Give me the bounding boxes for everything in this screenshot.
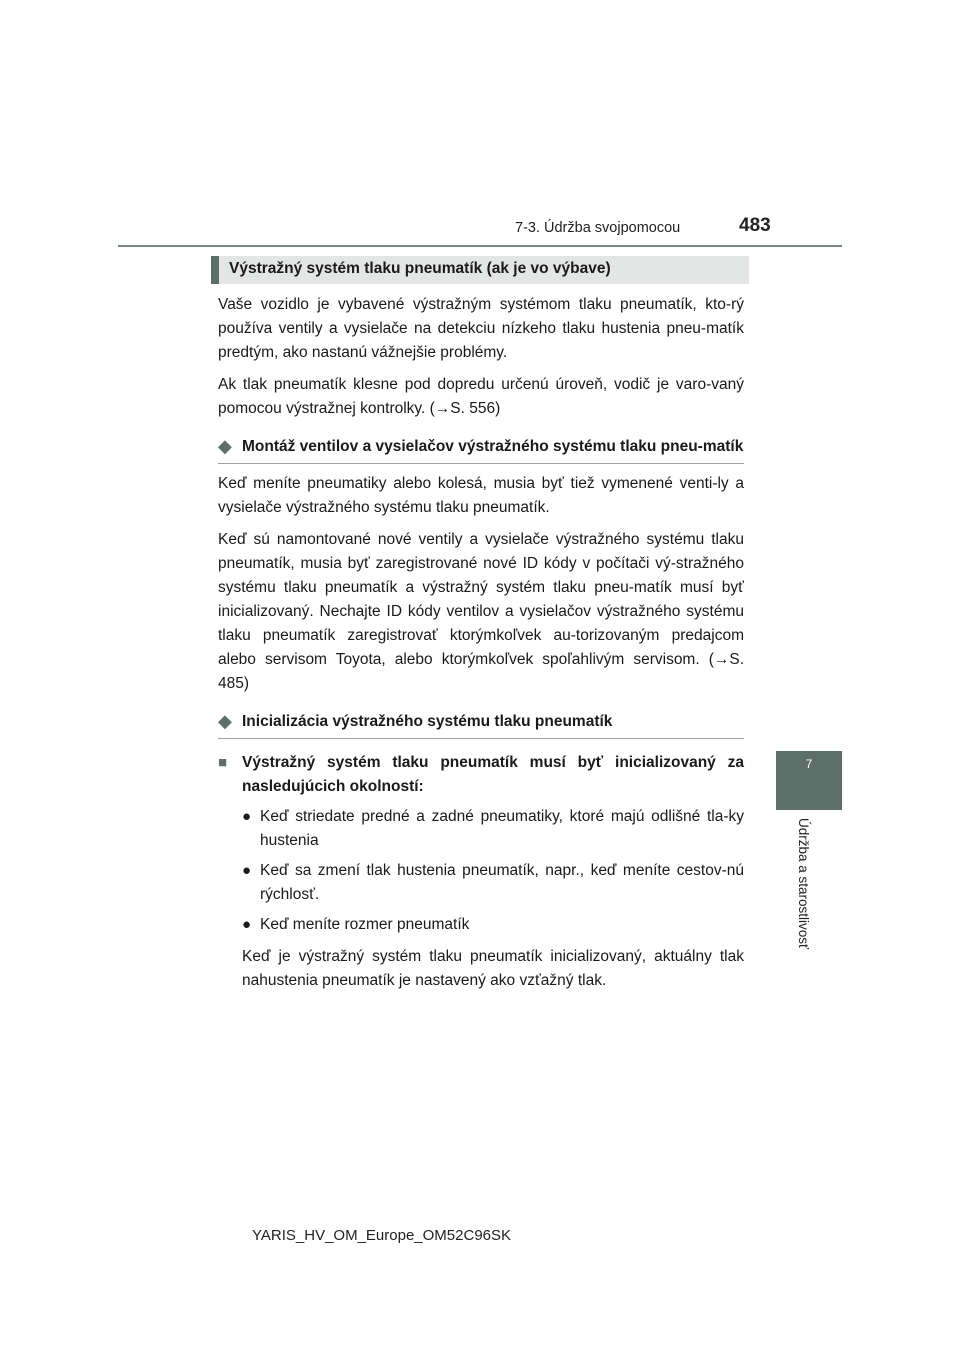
section-title: Výstražný systém tlaku pneumatík (ak je vo výbave) <box>229 260 611 277</box>
page-content <box>218 293 744 993</box>
diamond-icon: ◆ <box>218 436 232 456</box>
section-header-bar <box>211 256 749 284</box>
subsection-divider <box>218 738 744 739</box>
subsection-divider <box>218 463 744 464</box>
subsection-paragraph: Keď sú namontované nové ventily a vysielače výstražného systému tlaku pneumatík, musia byť zaregistrované nové ID kódy v počítači vý-stražného systému tlaku pneumatík a výstražný systém tlaku pneu-matík musí byť inicializovaný. Nechajte ID kódy ventilov a vysielačov výstražného systému tlaku pneumatík zaregistrovať ktorýmkoľvek au-torizovaným predajcom alebo servisom Toyota, alebo ktorýmkoľvek spoľahlivým servisom. (→S. 485) <box>218 531 744 692</box>
document-id: YARIS_HV_OM_Europe_OM52C96SK <box>252 1227 512 1244</box>
subsection-initialization <box>218 710 744 993</box>
header-section-title: 7-3. Údržba svojpomocou <box>515 220 681 236</box>
list-item <box>218 805 744 853</box>
subsection-paragraph: Keď meníte pneumatiky alebo kolesá, musia byť tiež vymenené venti-ly a vysielače výstražného systému tlaku pneumatík. <box>218 475 744 516</box>
chapter-tab <box>776 751 842 810</box>
subsection-title: Montáž ventilov a vysielačov výstražného systému tlaku pneu-matík <box>242 438 744 455</box>
closing-block <box>218 945 744 993</box>
list-item <box>218 859 744 907</box>
list-item-text: Keď meníte rozmer pneumatík <box>260 916 470 933</box>
page-number: 483 <box>739 215 771 236</box>
subsection-installation <box>218 435 744 696</box>
subsection-heading <box>218 710 744 734</box>
dot-icon: ● <box>242 808 252 825</box>
list-item <box>218 913 744 937</box>
header-divider <box>118 245 842 247</box>
diamond-icon: ◆ <box>218 711 232 731</box>
list-item-text: Keď striedate predné a zadné pneumatiky, ktoré majú odlišné tla-ky hustenia <box>260 808 744 849</box>
chapter-title: Údržba a starostlivosť <box>796 818 811 950</box>
chapter-number: 7 <box>805 757 813 771</box>
dot-icon: ● <box>242 916 252 933</box>
closing-paragraph: Keď je výstražný systém tlaku pneumatík inicializovaný, aktuálny tlak nahustenia pneumatík je nastavený ako vzťažný tlak. <box>242 948 744 989</box>
intro-paragraph: Ak tlak pneumatík klesne pod dopredu určenú úroveň, vodič je varo-vaný pomocou výstražnej kontrolky. (→S. 556) <box>218 376 744 417</box>
square-icon: ■ <box>218 754 228 771</box>
intro-paragraph: Vaše vozidlo je vybavené výstražným systémom tlaku pneumatík, kto-rý používa ventily a vysielače na detekciu nízkeho tlaku hustenia pneu-matík predtým, ako nastanú vážnejšie problémy. <box>218 296 744 361</box>
dot-icon: ● <box>242 862 252 879</box>
list-item-text: Keď sa zmení tlak hustenia pneumatík, napr., keď meníte cestov-nú rýchlosť. <box>260 862 744 903</box>
block-heading <box>218 751 744 799</box>
block-title: Výstražný systém tlaku pneumatík musí byť inicializovaný za nasledujúcich okolností: <box>242 754 744 795</box>
subsection-title: Inicializácia výstražného systému tlaku pneumatík <box>242 713 613 730</box>
subsection-heading <box>218 435 744 459</box>
